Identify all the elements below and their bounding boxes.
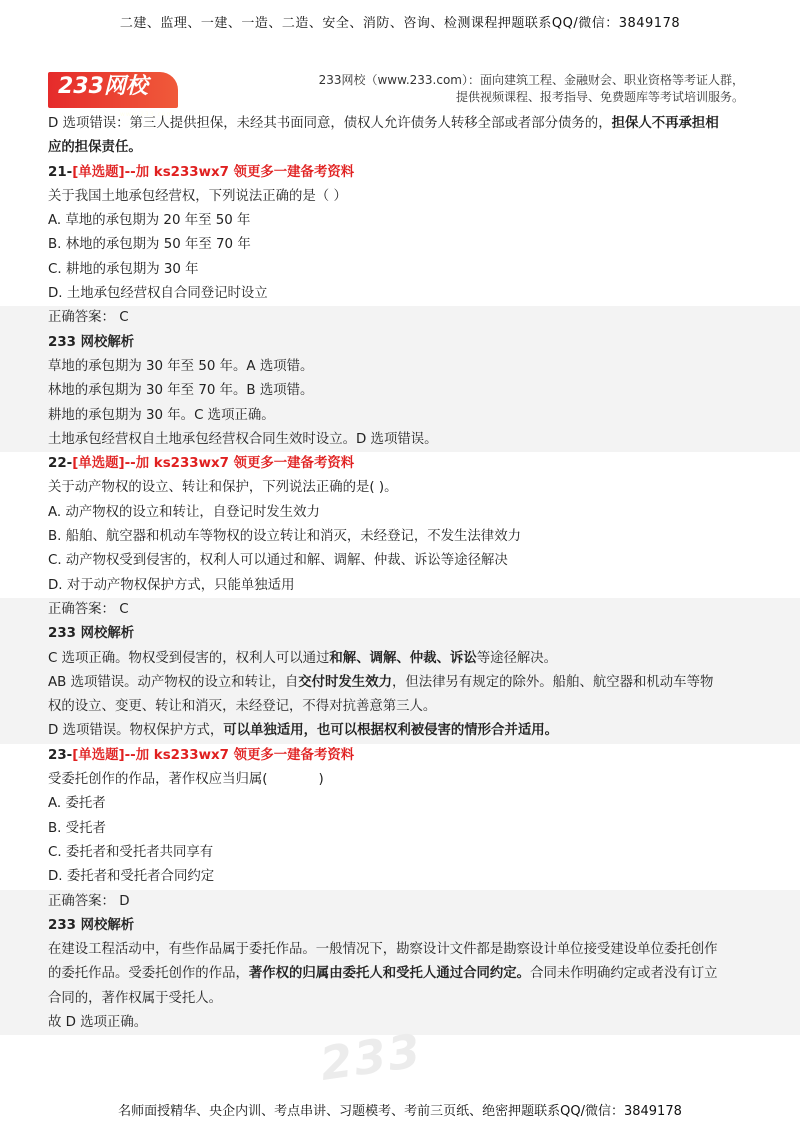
question-21-option-d: D. 土地承包经营权自合同登记时设立 [48,286,268,302]
analysis-bold: 交付时发生效力 [298,674,392,690]
question-22-stem: 关于动产物权的设立、转让和保护，下列说法正确的是( )。 [48,480,398,496]
question-21-answer: 正确答案： C [0,306,800,330]
question-23-analysis-3: 合同的，著作权属于受托人。 [0,987,800,1011]
document-body [0,112,800,1035]
question-23-analysis-1: 在建设工程活动中，有些作品属于委托作品。一般情况下，勘察设计文件都是勘察设计单位接受建设单位委托创作 [0,938,800,962]
question-number: 21- [48,164,73,180]
question-tag: [单选题]--加 ks233wx7 领更多一建备考资料 [72,747,355,763]
analysis-text: C 选项正确。物权受到侵害的，权利人可以通过 [48,650,330,666]
question-22-option-b: B. 船舶、航空器和机动车等物权的设立转让和消灭，未经登记，不发生法律效力 [48,529,521,545]
question-23-header [0,744,800,768]
footer-contact-banner: 名师面授精华、央企内训、考点串讲、习题模考、考前三页纸、绝密押题联系QQ/微信：3849178 [118,1104,682,1119]
question-21-option-a: A. 草地的承包期为 20 年至 50 年 [48,213,251,229]
analysis-text: 合同未作明确约定或者没有订立 [530,966,718,982]
question-23-analysis-title: 233 网校解析 [0,914,800,938]
header-description [319,72,744,106]
question-21-analysis-4: 土地承包经营权自土地承包经营权合同生效时设立。D 选项错误。 [0,428,800,452]
analysis-text: D 选项错误。物权保护方式， [48,723,224,739]
question-23-option-a: A. 委托者 [48,796,106,812]
question-22-analysis-4 [0,719,800,743]
logo-subtext: www.233.com [120,111,174,118]
question-22-option-a: A. 动产物权的设立和转让，自登记时发生效力 [48,504,320,520]
brand-logo[interactable] [48,72,178,118]
intro-bold: 担保人不再承担相 [611,116,719,131]
logo-text: 233网校 [58,74,148,99]
question-22-header [0,452,800,476]
page-header [0,56,800,118]
question-23-answer: 正确答案： D [0,890,800,914]
question-21-analysis-3: 耕地的承包期为 30 年。C 选项正确。 [0,404,800,428]
intro-line-2: 应的担保责任。 [48,140,142,156]
analysis-text: 等途径解决。 [476,650,558,666]
question-23-stem: 受委托创作的作品，著作权应当归属( ) [48,772,324,788]
analysis-text: AB 选项错误。动产物权的设立和转让，自 [48,674,299,690]
question-21-stem: 关于我国土地承包经营权，下列说法正确的是（ ） [48,188,347,204]
question-21-option-b: B. 林地的承包期为 50 年至 70 年 [48,237,251,253]
question-21-option-c: C. 耕地的承包期为 30 年 [48,261,199,277]
question-22-answer: 正确答案： C [0,598,800,622]
question-21-analysis-title: 233 网校解析 [0,331,800,355]
top-contact-banner: 二建、监理、一建、一造、二造、安全、消防、咨询、检测课程押题联系QQ/微信：3849178 [119,16,681,31]
intro-line-1 [0,112,800,136]
header-desc-line-2: 提供视频课程、报考指导、免费题库等考试培训服务。 [455,90,744,104]
question-23-analysis-4: 故 D 选项正确。 [0,1011,800,1035]
question-21-analysis-2: 林地的承包期为 30 年至 70 年。B 选项错。 [0,379,800,403]
question-number: 23- [48,747,73,763]
question-23-option-b: B. 受托者 [48,820,106,836]
question-22-option-c: C. 动产物权受到侵害的，权利人可以通过和解、调解、仲裁、诉讼等途径解决 [48,553,508,569]
analysis-bold: 著作权的归属由委托人和受托人通过合同约定。 [248,966,531,982]
question-22-analysis-title: 233 网校解析 [0,622,800,646]
intro-text: D 选项错误：第三人提供担保，未经其书面同意，债权人允许债务人转移全部或者部分债务的， [48,116,612,131]
question-23-option-d: D. 委托者和受托者合同约定 [48,869,215,885]
question-22-analysis-2 [0,671,800,695]
question-tag: [单选题]--加 ks233wx7 领更多一建备考资料 [72,164,355,180]
question-23-analysis-2 [0,962,800,986]
question-22-analysis-1 [0,647,800,671]
analysis-bold: 可以单独适用，也可以根据权利被侵害的情形合并适用。 [223,723,559,739]
header-desc-line-1: 233网校（www.233.com）：面向建筑工程、金融财会、职业资格等考证人群， [318,73,744,87]
analysis-text: ，但法律另有规定的除外。船舶、航空器和机动车等物 [391,674,714,690]
question-21-header [0,161,800,185]
question-23-option-c: C. 委托者和受托者共同享有 [48,844,214,860]
question-22-option-d: D. 对于动产物权保护方式，只能单独适用 [48,577,295,593]
analysis-bold: 和解、调解、仲裁、诉讼 [329,650,477,666]
brand-watermark: 233 [316,1023,426,1091]
analysis-text: 的委托作品。受委托创作的作品， [48,966,249,982]
question-22-analysis-3: 权的设立、变更、转让和消灭，未经登记，不得对抗善意第三人。 [0,695,800,719]
question-21-analysis-1: 草地的承包期为 30 年至 50 年。A 选项错。 [0,355,800,379]
question-number: 22- [48,456,73,472]
question-tag: [单选题]--加 ks233wx7 领更多一建备考资料 [72,456,355,472]
